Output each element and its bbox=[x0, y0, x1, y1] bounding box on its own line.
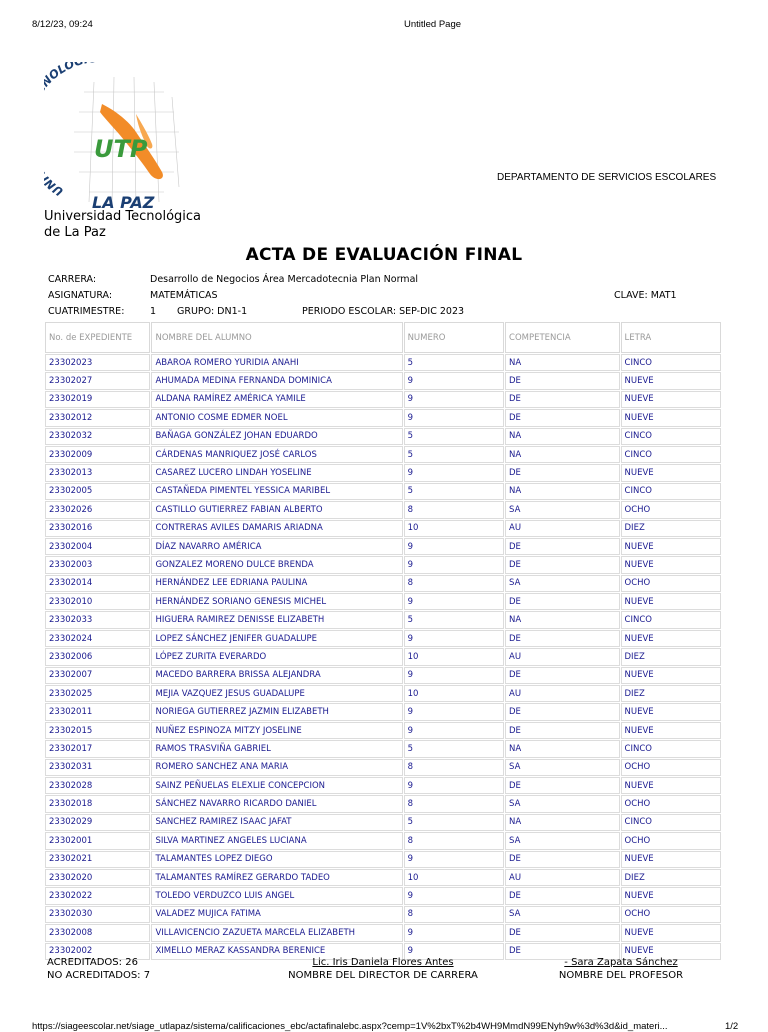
cell-competencia: SA bbox=[505, 795, 620, 812]
table-header-row bbox=[45, 322, 721, 353]
summary bbox=[47, 957, 150, 982]
cell-nombre: MEJIA VAZQUEZ JESUS GUADALUPE bbox=[151, 685, 402, 702]
cell-nombre: SAINZ PEÑUELAS ELEXLIE CONCEPCION bbox=[151, 777, 402, 794]
cell-expediente: 23302011 bbox=[45, 703, 150, 720]
cell-nombre: GONZALEZ MORENO DULCE BRENDA bbox=[151, 556, 402, 573]
header-letra: LETRA bbox=[621, 322, 721, 353]
cell-nombre: ROMERO SANCHEZ ANA MARIA bbox=[151, 759, 402, 776]
cell-numero: 5 bbox=[404, 446, 504, 463]
cell-letra: NUEVE bbox=[621, 538, 721, 555]
department-name: DEPARTAMENTO DE SERVICIOS ESCOLARES bbox=[497, 172, 717, 183]
cell-competencia: NA bbox=[505, 446, 620, 463]
print-url: https://siageescolar.net/siage_utlapaz/sistema/calificaciones_ebc/actafinalebc.aspx?cemp=1V%2bxT%2b4WH9MmdN99ENyh9w%3d%3d&id_materi... bbox=[32, 1021, 668, 1032]
cell-nombre: CASTAÑEDA PIMENTEL YESSICA MARIBEL bbox=[151, 483, 402, 500]
cell-nombre: VILLAVICENCIO ZAZUETA MARCELA ELIZABETH bbox=[151, 924, 402, 941]
cell-numero: 5 bbox=[404, 740, 504, 757]
director-signature bbox=[270, 957, 496, 982]
cell-letra: CINCO bbox=[621, 483, 721, 500]
acreditados-count: ACREDITADOS: 26 bbox=[47, 957, 138, 968]
cell-letra: CINCO bbox=[621, 428, 721, 445]
table-row bbox=[45, 630, 721, 647]
cell-expediente: 23302006 bbox=[45, 648, 150, 665]
table-row bbox=[45, 501, 721, 518]
table-row bbox=[45, 814, 721, 831]
cell-nombre: SANCHEZ RAMIREZ ISAAC JAFAT bbox=[151, 814, 402, 831]
cell-nombre: CÁRDENAS MANRIQUEZ JOSÉ CARLOS bbox=[151, 446, 402, 463]
table-row bbox=[45, 924, 721, 941]
cell-competencia: SA bbox=[505, 906, 620, 923]
cell-numero: 9 bbox=[404, 887, 504, 904]
table-row bbox=[45, 354, 721, 371]
university-logo bbox=[44, 62, 192, 212]
cell-nombre: SILVA MARTINEZ ANGELES LUCIANA bbox=[151, 832, 402, 849]
cell-numero: 10 bbox=[404, 648, 504, 665]
cell-expediente: 23302025 bbox=[45, 685, 150, 702]
cuatrimestre-label: CUATRIMESTRE: bbox=[48, 306, 125, 317]
cell-nombre: SÁNCHEZ NAVARRO RICARDO DANIEL bbox=[151, 795, 402, 812]
director-label: NOMBRE DEL DIRECTOR DE CARRERA bbox=[288, 969, 478, 981]
cell-expediente: 23302027 bbox=[45, 372, 150, 389]
cell-letra: CINCO bbox=[621, 814, 721, 831]
cell-expediente: 23302024 bbox=[45, 630, 150, 647]
cell-numero: 8 bbox=[404, 501, 504, 518]
cell-expediente: 23302007 bbox=[45, 667, 150, 684]
cell-letra: NUEVE bbox=[621, 851, 721, 868]
cell-nombre: NORIEGA GUTIERREZ JAZMIN ELIZABETH bbox=[151, 703, 402, 720]
cell-competencia: DE bbox=[505, 372, 620, 389]
cell-letra: DIEZ bbox=[621, 520, 721, 537]
cell-competencia: DE bbox=[505, 943, 620, 960]
cell-competencia: AU bbox=[505, 685, 620, 702]
cell-expediente: 23302004 bbox=[45, 538, 150, 555]
cell-numero: 8 bbox=[404, 759, 504, 776]
header-competencia: COMPETENCIA bbox=[505, 322, 620, 353]
svg-text:UNIVERSIDAD TECNOLÓGICA bbox=[44, 62, 106, 199]
cell-competencia: NA bbox=[505, 354, 620, 371]
cell-expediente: 23302010 bbox=[45, 593, 150, 610]
cell-letra: CINCO bbox=[621, 446, 721, 463]
table-row bbox=[45, 446, 721, 463]
clave: CLAVE: MAT1 bbox=[614, 290, 677, 301]
cell-competencia: NA bbox=[505, 483, 620, 500]
cell-letra: CINCO bbox=[621, 611, 721, 628]
grupo: GRUPO: DN1-1 bbox=[177, 306, 248, 317]
cell-competencia: NA bbox=[505, 611, 620, 628]
cell-numero: 9 bbox=[404, 630, 504, 647]
cell-expediente: 23302018 bbox=[45, 795, 150, 812]
cell-letra: DIEZ bbox=[621, 685, 721, 702]
cell-nombre: CASAREZ LUCERO LINDAH YOSELINE bbox=[151, 464, 402, 481]
cell-competencia: SA bbox=[505, 501, 620, 518]
cell-letra: OCHO bbox=[621, 832, 721, 849]
table-row bbox=[45, 703, 721, 720]
cell-nombre: BAÑAGA GONZÁLEZ JOHAN EDUARDO bbox=[151, 428, 402, 445]
director-name: Lic. Iris Daniela Flores Antes bbox=[312, 957, 454, 968]
cell-numero: 9 bbox=[404, 943, 504, 960]
profesor-label: NOMBRE DEL PROFESOR bbox=[558, 969, 684, 981]
cell-letra: NUEVE bbox=[621, 556, 721, 573]
cell-numero: 5 bbox=[404, 354, 504, 371]
cell-expediente: 23302028 bbox=[45, 777, 150, 794]
cell-competencia: DE bbox=[505, 391, 620, 408]
table-row bbox=[45, 906, 721, 923]
cell-competencia: DE bbox=[505, 924, 620, 941]
cell-letra: OCHO bbox=[621, 795, 721, 812]
cell-competencia: AU bbox=[505, 520, 620, 537]
cell-letra: OCHO bbox=[621, 501, 721, 518]
table-row bbox=[45, 391, 721, 408]
cell-expediente: 23302013 bbox=[45, 464, 150, 481]
cell-expediente: 23302014 bbox=[45, 575, 150, 592]
cell-competencia: AU bbox=[505, 869, 620, 886]
cell-expediente: 23302023 bbox=[45, 354, 150, 371]
profesor-signature bbox=[528, 957, 714, 982]
cell-competencia: DE bbox=[505, 667, 620, 684]
cell-letra: NUEVE bbox=[621, 630, 721, 647]
table-row bbox=[45, 372, 721, 389]
cell-numero: 10 bbox=[404, 520, 504, 537]
cell-nombre: VALADEZ MUJICA FATIMA bbox=[151, 906, 402, 923]
cell-expediente: 23302026 bbox=[45, 501, 150, 518]
cell-numero: 9 bbox=[404, 538, 504, 555]
grades-table bbox=[44, 321, 722, 961]
cell-numero: 9 bbox=[404, 593, 504, 610]
cell-numero: 5 bbox=[404, 428, 504, 445]
table-row bbox=[45, 832, 721, 849]
cell-letra: NUEVE bbox=[621, 887, 721, 904]
table-row bbox=[45, 593, 721, 610]
cell-numero: 8 bbox=[404, 832, 504, 849]
cell-letra: NUEVE bbox=[621, 722, 721, 739]
table-row bbox=[45, 795, 721, 812]
cell-letra: NUEVE bbox=[621, 667, 721, 684]
cell-competencia: DE bbox=[505, 887, 620, 904]
cuatrimestre-value: 1 bbox=[150, 306, 157, 317]
cell-expediente: 23302009 bbox=[45, 446, 150, 463]
cell-expediente: 23302030 bbox=[45, 906, 150, 923]
cell-nombre: ANTONIO COSME EDMER NOEL bbox=[151, 409, 402, 426]
table-row bbox=[45, 869, 721, 886]
table-row bbox=[45, 722, 721, 739]
table-row bbox=[45, 428, 721, 445]
cell-numero: 5 bbox=[404, 814, 504, 831]
cell-expediente: 23302012 bbox=[45, 409, 150, 426]
cell-nombre: LOPEZ SÁNCHEZ JENIFER GUADALUPE bbox=[151, 630, 402, 647]
cell-numero: 9 bbox=[404, 556, 504, 573]
table-row bbox=[45, 409, 721, 426]
cell-numero: 9 bbox=[404, 372, 504, 389]
cell-numero: 8 bbox=[404, 575, 504, 592]
cell-letra: NUEVE bbox=[621, 777, 721, 794]
cell-expediente: 23302020 bbox=[45, 869, 150, 886]
cell-numero: 8 bbox=[404, 906, 504, 923]
cell-expediente: 23302015 bbox=[45, 722, 150, 739]
logo-utp-text: UTP bbox=[94, 135, 148, 163]
table-row bbox=[45, 667, 721, 684]
print-page-title: Untitled Page bbox=[404, 19, 462, 30]
cell-nombre: HIGUERA RAMIREZ DENISSE ELIZABETH bbox=[151, 611, 402, 628]
cell-nombre: RAMOS TRASVIÑA GABRIEL bbox=[151, 740, 402, 757]
cell-letra: OCHO bbox=[621, 759, 721, 776]
cell-competencia: DE bbox=[505, 464, 620, 481]
table-row bbox=[45, 520, 721, 537]
table-row bbox=[45, 611, 721, 628]
table-row bbox=[45, 483, 721, 500]
asignatura-value: MATEMÁTICAS bbox=[150, 290, 218, 301]
cell-numero: 9 bbox=[404, 667, 504, 684]
cell-nombre: AHUMADA MEDINA FERNANDA DOMINICA bbox=[151, 372, 402, 389]
cell-numero: 5 bbox=[404, 611, 504, 628]
header-numero: NUMERO bbox=[404, 322, 504, 353]
cell-numero: 10 bbox=[404, 869, 504, 886]
cell-expediente: 23302001 bbox=[45, 832, 150, 849]
carrera-value: Desarrollo de Negocios Área Mercadotecnia Plan Normal bbox=[150, 274, 419, 285]
cell-numero: 9 bbox=[404, 464, 504, 481]
table-row bbox=[45, 887, 721, 904]
no-acreditados-count: NO ACREDITADOS: 7 bbox=[47, 969, 151, 981]
cell-nombre: HERNÁNDEZ SORIANO GENESIS MICHEL bbox=[151, 593, 402, 610]
cell-letra: NUEVE bbox=[621, 924, 721, 941]
cell-nombre: ALDANA RAMÍREZ AMÉRICA YAMILE bbox=[151, 391, 402, 408]
cell-expediente: 23302021 bbox=[45, 851, 150, 868]
table-row bbox=[45, 777, 721, 794]
cell-nombre: HERNÁNDEZ LEE EDRIANA PAULINA bbox=[151, 575, 402, 592]
profesor-name: - Sara Zapata Sánchez bbox=[564, 957, 678, 968]
cell-competencia: DE bbox=[505, 538, 620, 555]
university-name: Universidad Tecnológica de La Paz bbox=[44, 209, 202, 240]
cell-expediente: 23302016 bbox=[45, 520, 150, 537]
cell-nombre: TALAMANTES LOPEZ DIEGO bbox=[151, 851, 402, 868]
table-row bbox=[45, 538, 721, 555]
cell-expediente: 23302031 bbox=[45, 759, 150, 776]
cell-competencia: DE bbox=[505, 556, 620, 573]
cell-expediente: 23302003 bbox=[45, 556, 150, 573]
cell-expediente: 23302022 bbox=[45, 887, 150, 904]
cell-expediente: 23302033 bbox=[45, 611, 150, 628]
logo-lapaz-text: LA PAZ bbox=[92, 193, 155, 212]
periodo-escolar: PERIODO ESCOLAR: SEP-DIC 2023 bbox=[302, 306, 465, 317]
table-row bbox=[45, 740, 721, 757]
table-row bbox=[45, 685, 721, 702]
cell-numero: 5 bbox=[404, 483, 504, 500]
cell-competencia: DE bbox=[505, 409, 620, 426]
cell-competencia: DE bbox=[505, 593, 620, 610]
table-row bbox=[45, 648, 721, 665]
cell-numero: 8 bbox=[404, 795, 504, 812]
cell-nombre: DÍAZ NAVARRO AMÉRICA bbox=[151, 538, 402, 555]
table-row bbox=[45, 851, 721, 868]
cell-nombre: CONTRERAS AVILES DAMARIS ARIADNA bbox=[151, 520, 402, 537]
table-row bbox=[45, 556, 721, 573]
cell-competencia: DE bbox=[505, 722, 620, 739]
cell-competencia: SA bbox=[505, 832, 620, 849]
cell-numero: 9 bbox=[404, 722, 504, 739]
cell-competencia: DE bbox=[505, 703, 620, 720]
cell-expediente: 23302005 bbox=[45, 483, 150, 500]
cell-competencia: DE bbox=[505, 630, 620, 647]
cell-nombre: ABAROA ROMERO YURIDIA ANAHI bbox=[151, 354, 402, 371]
cell-numero: 10 bbox=[404, 685, 504, 702]
cell-letra: NUEVE bbox=[621, 372, 721, 389]
cell-expediente: 23302002 bbox=[45, 943, 150, 960]
cell-numero: 9 bbox=[404, 391, 504, 408]
cell-nombre: NUÑEZ ESPINOZA MITZY JOSELINE bbox=[151, 722, 402, 739]
document-title: ACTA DE EVALUACIÓN FINAL bbox=[245, 245, 523, 265]
cell-letra: OCHO bbox=[621, 575, 721, 592]
cell-numero: 9 bbox=[404, 924, 504, 941]
cell-expediente: 23302029 bbox=[45, 814, 150, 831]
cell-nombre: XIMELLO MERAZ KASSANDRA BERENICE bbox=[151, 943, 402, 960]
cell-nombre: CASTILLO GUTIERREZ FABIAN ALBERTO bbox=[151, 501, 402, 518]
cell-letra: NUEVE bbox=[621, 703, 721, 720]
cell-nombre: TALAMANTES RAMÍREZ GERARDO TADEO bbox=[151, 869, 402, 886]
print-datetime: 8/12/23, 09:24 bbox=[32, 19, 93, 30]
cell-nombre: TOLEDO VERDUZCO LUIS ANGEL bbox=[151, 887, 402, 904]
header-nombre: NOMBRE DEL ALUMNO bbox=[151, 322, 402, 353]
cell-letra: CINCO bbox=[621, 354, 721, 371]
table-row bbox=[45, 464, 721, 481]
cell-competencia: NA bbox=[505, 740, 620, 757]
table-row bbox=[45, 759, 721, 776]
cell-letra: NUEVE bbox=[621, 464, 721, 481]
print-page-number: 1/2 bbox=[725, 1021, 739, 1032]
cell-letra: CINCO bbox=[621, 740, 721, 757]
cell-competencia: DE bbox=[505, 777, 620, 794]
cell-competencia: AU bbox=[505, 648, 620, 665]
cell-nombre: LÓPEZ ZURITA EVERARDO bbox=[151, 648, 402, 665]
cell-letra: DIEZ bbox=[621, 648, 721, 665]
cell-expediente: 23302017 bbox=[45, 740, 150, 757]
cell-letra: DIEZ bbox=[621, 869, 721, 886]
cell-competencia: SA bbox=[505, 759, 620, 776]
asignatura-label: ASIGNATURA: bbox=[48, 290, 113, 301]
cell-letra: NUEVE bbox=[621, 409, 721, 426]
cell-expediente: 23302019 bbox=[45, 391, 150, 408]
cell-nombre: MACEDO BARRERA BRISSA ALEJANDRA bbox=[151, 667, 402, 684]
cell-competencia: NA bbox=[505, 428, 620, 445]
cell-letra: OCHO bbox=[621, 906, 721, 923]
cell-competencia: DE bbox=[505, 851, 620, 868]
cell-numero: 9 bbox=[404, 703, 504, 720]
cell-expediente: 23302008 bbox=[45, 924, 150, 941]
cell-numero: 9 bbox=[404, 851, 504, 868]
cell-letra: NUEVE bbox=[621, 391, 721, 408]
cell-numero: 9 bbox=[404, 409, 504, 426]
cell-letra: NUEVE bbox=[621, 943, 721, 960]
cell-competencia: NA bbox=[505, 814, 620, 831]
cell-competencia: SA bbox=[505, 575, 620, 592]
table-row bbox=[45, 575, 721, 592]
logo-arc-text: U OLÓ bbox=[45, 62, 77, 200]
cell-expediente: 23302032 bbox=[45, 428, 150, 445]
cell-numero: 9 bbox=[404, 777, 504, 794]
carrera-label: CARRERA: bbox=[48, 274, 97, 285]
cell-letra: NUEVE bbox=[621, 593, 721, 610]
header-expediente: No. de EXPEDIENTE bbox=[45, 322, 150, 353]
